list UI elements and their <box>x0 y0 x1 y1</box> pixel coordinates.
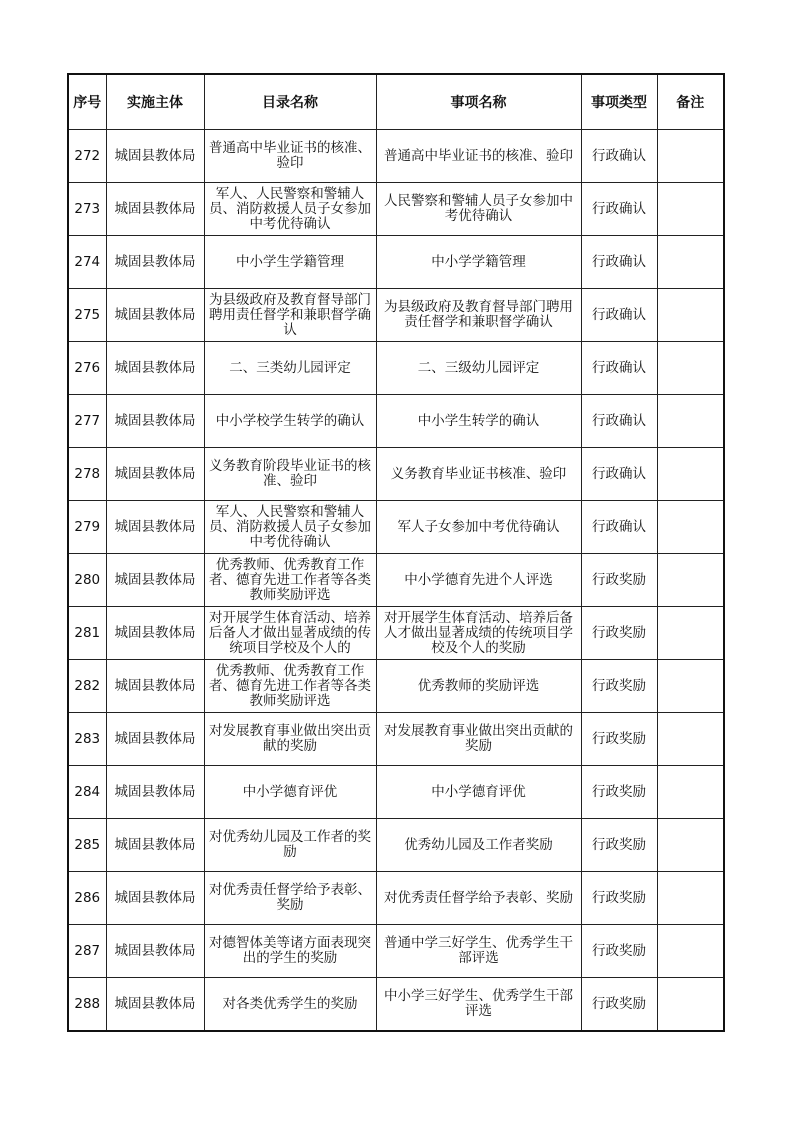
table-row <box>68 183 724 236</box>
note-cell <box>657 183 724 236</box>
agency-cell: 城固县教体局 <box>106 342 204 395</box>
note-cell <box>657 660 724 713</box>
catalog-name-cell: 优秀教师、优秀教育工作者、德育先进工作者等各类教师奖励评选 <box>204 554 376 607</box>
index-cell: 288 <box>68 978 106 1032</box>
table-row <box>68 607 724 660</box>
item-type-cell: 行政确认 <box>581 289 657 342</box>
index-cell: 275 <box>68 289 106 342</box>
catalog-name-cell: 对各类优秀学生的奖励 <box>204 978 376 1032</box>
agency-cell: 城固县教体局 <box>106 130 204 183</box>
header-agency: 实施主体 <box>106 74 204 130</box>
index-cell: 281 <box>68 607 106 660</box>
item-type-cell: 行政确认 <box>581 130 657 183</box>
item-type-cell: 行政奖励 <box>581 766 657 819</box>
item-type-cell: 行政奖励 <box>581 713 657 766</box>
table-row <box>68 289 724 342</box>
item-type-cell: 行政确认 <box>581 236 657 289</box>
note-cell <box>657 448 724 501</box>
agency-cell: 城固县教体局 <box>106 978 204 1032</box>
note-cell <box>657 554 724 607</box>
table-row <box>68 978 724 1032</box>
index-cell: 273 <box>68 183 106 236</box>
note-cell <box>657 872 724 925</box>
item-name-cell: 普通高中毕业证书的核准、验印 <box>376 130 581 183</box>
table-row <box>68 236 724 289</box>
agency-cell: 城固县教体局 <box>106 925 204 978</box>
item-name-cell: 优秀幼儿园及工作者奖励 <box>376 819 581 872</box>
catalog-name-cell: 中小学生学籍管理 <box>204 236 376 289</box>
item-name-cell: 义务教育毕业证书核准、验印 <box>376 448 581 501</box>
catalog-name-cell: 义务教育阶段毕业证书的核准、验印 <box>204 448 376 501</box>
note-cell <box>657 130 724 183</box>
header-index: 序号 <box>68 74 106 130</box>
agency-cell: 城固县教体局 <box>106 713 204 766</box>
agency-cell: 城固县教体局 <box>106 819 204 872</box>
item-name-cell: 中小学德育先进个人评选 <box>376 554 581 607</box>
table-row <box>68 819 724 872</box>
index-cell: 287 <box>68 925 106 978</box>
note-cell <box>657 925 724 978</box>
item-name-cell: 对开展学生体育活动、培养后备人才做出显著成绩的传统项目学校及个人的奖励 <box>376 607 581 660</box>
note-cell <box>657 342 724 395</box>
item-type-cell: 行政确认 <box>581 395 657 448</box>
table-row <box>68 925 724 978</box>
index-cell: 280 <box>68 554 106 607</box>
table-row <box>68 342 724 395</box>
item-type-cell: 行政奖励 <box>581 978 657 1032</box>
item-type-cell: 行政奖励 <box>581 925 657 978</box>
item-type-cell: 行政奖励 <box>581 554 657 607</box>
agency-cell: 城固县教体局 <box>106 501 204 554</box>
catalog-name-cell: 二、三类幼儿园评定 <box>204 342 376 395</box>
item-name-cell: 对优秀责任督学给予表彰、奖励 <box>376 872 581 925</box>
index-cell: 286 <box>68 872 106 925</box>
table-body <box>68 130 724 1032</box>
index-cell: 283 <box>68 713 106 766</box>
item-type-cell: 行政确认 <box>581 501 657 554</box>
header-item-type: 事项类型 <box>581 74 657 130</box>
catalog-name-cell: 普通高中毕业证书的核准、验印 <box>204 130 376 183</box>
catalog-name-cell: 为县级政府及教育督导部门聘用责任督学和兼职督学确认 <box>204 289 376 342</box>
note-cell <box>657 236 724 289</box>
agency-cell: 城固县教体局 <box>106 872 204 925</box>
agency-cell: 城固县教体局 <box>106 395 204 448</box>
index-cell: 278 <box>68 448 106 501</box>
item-name-cell: 对发展教育事业做出突出贡献的奖励 <box>376 713 581 766</box>
catalog-name-cell: 优秀教师、优秀教育工作者、德育先进工作者等各类教师奖励评选 <box>204 660 376 713</box>
index-cell: 279 <box>68 501 106 554</box>
header-row <box>68 74 724 130</box>
note-cell <box>657 501 724 554</box>
table-row <box>68 660 724 713</box>
agency-cell: 城固县教体局 <box>106 766 204 819</box>
item-type-cell: 行政奖励 <box>581 660 657 713</box>
note-cell <box>657 766 724 819</box>
note-cell <box>657 819 724 872</box>
agency-cell: 城固县教体局 <box>106 660 204 713</box>
table-row <box>68 872 724 925</box>
item-type-cell: 行政奖励 <box>581 872 657 925</box>
item-type-cell: 行政确认 <box>581 183 657 236</box>
agency-cell: 城固县教体局 <box>106 183 204 236</box>
item-name-cell: 二、三级幼儿园评定 <box>376 342 581 395</box>
item-name-cell: 中小学学籍管理 <box>376 236 581 289</box>
index-cell: 284 <box>68 766 106 819</box>
agency-cell: 城固县教体局 <box>106 554 204 607</box>
agency-cell: 城固县教体局 <box>106 289 204 342</box>
catalog-name-cell: 对优秀幼儿园及工作者的奖励 <box>204 819 376 872</box>
catalog-name-cell: 对优秀责任督学给予表彰、奖励 <box>204 872 376 925</box>
table-row <box>68 713 724 766</box>
header-note: 备注 <box>657 74 724 130</box>
catalog-name-cell: 中小学校学生转学的确认 <box>204 395 376 448</box>
catalog-name-cell: 对发展教育事业做出突出贡献的奖励 <box>204 713 376 766</box>
catalog-name-cell: 中小学德育评优 <box>204 766 376 819</box>
header-catalog-name: 目录名称 <box>204 74 376 130</box>
note-cell <box>657 978 724 1032</box>
index-cell: 276 <box>68 342 106 395</box>
item-type-cell: 行政确认 <box>581 448 657 501</box>
header-item-name: 事项名称 <box>376 74 581 130</box>
catalog-name-cell: 对开展学生体育活动、培养后备人才做出显著成绩的传统项目学校及个人的 <box>204 607 376 660</box>
item-name-cell: 人民警察和警辅人员子女参加中考优待确认 <box>376 183 581 236</box>
table-row <box>68 448 724 501</box>
table-row <box>68 766 724 819</box>
item-type-cell: 行政奖励 <box>581 607 657 660</box>
item-type-cell: 行政奖励 <box>581 819 657 872</box>
agency-cell: 城固县教体局 <box>106 448 204 501</box>
items-table <box>67 73 725 1032</box>
note-cell <box>657 607 724 660</box>
item-name-cell: 中小学德育评优 <box>376 766 581 819</box>
table-row <box>68 501 724 554</box>
item-name-cell: 为县级政府及教育督导部门聘用责任督学和兼职督学确认 <box>376 289 581 342</box>
index-cell: 282 <box>68 660 106 713</box>
table-row <box>68 395 724 448</box>
item-type-cell: 行政确认 <box>581 342 657 395</box>
table-row <box>68 130 724 183</box>
index-cell: 274 <box>68 236 106 289</box>
catalog-name-cell: 军人、人民警察和警辅人员、消防救援人员子女参加中考优待确认 <box>204 183 376 236</box>
index-cell: 272 <box>68 130 106 183</box>
catalog-name-cell: 对德智体美等诸方面表现突出的学生的奖励 <box>204 925 376 978</box>
table-row <box>68 554 724 607</box>
index-cell: 285 <box>68 819 106 872</box>
catalog-name-cell: 军人、人民警察和警辅人员、消防救援人员子女参加中考优待确认 <box>204 501 376 554</box>
agency-cell: 城固县教体局 <box>106 607 204 660</box>
agency-cell: 城固县教体局 <box>106 236 204 289</box>
note-cell <box>657 289 724 342</box>
item-name-cell: 普通中学三好学生、优秀学生干部评选 <box>376 925 581 978</box>
note-cell <box>657 713 724 766</box>
item-name-cell: 军人子女参加中考优待确认 <box>376 501 581 554</box>
item-name-cell: 中小学三好学生、优秀学生干部评选 <box>376 978 581 1032</box>
index-cell: 277 <box>68 395 106 448</box>
note-cell <box>657 395 724 448</box>
item-name-cell: 中小学生转学的确认 <box>376 395 581 448</box>
item-name-cell: 优秀教师的奖励评选 <box>376 660 581 713</box>
